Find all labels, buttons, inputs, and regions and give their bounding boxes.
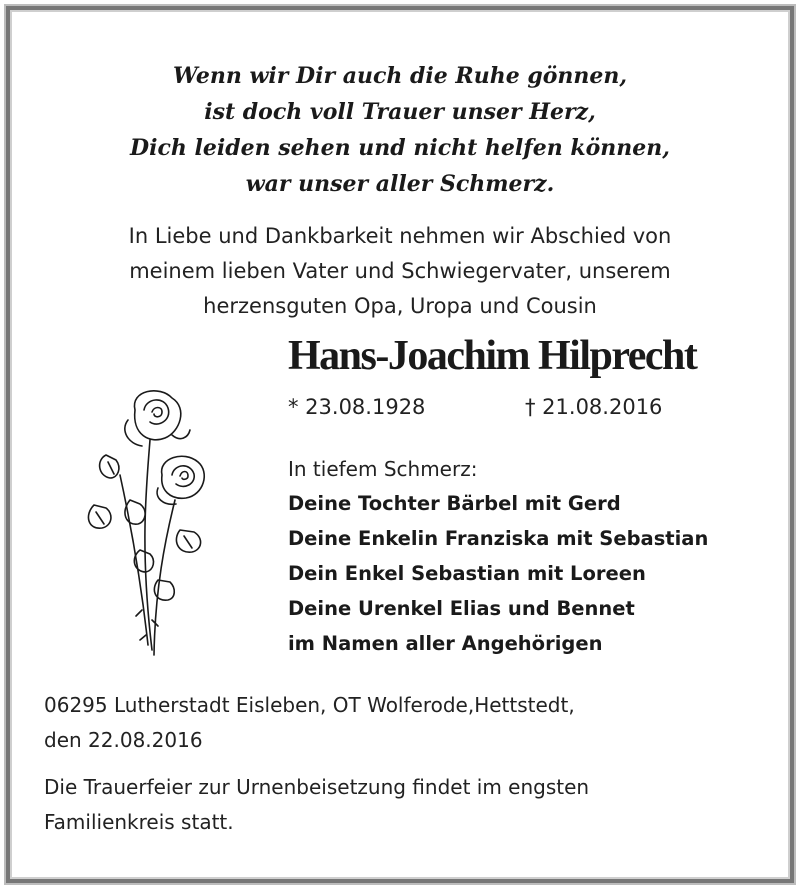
mourner-line: Dein Enkel Sebastian mit Loreen [288,562,646,585]
memorial-verse [0,58,800,202]
intro-line: In Liebe und Dankbarkeit nehmen wir Abschied von [128,224,672,248]
notice-line: Die Trauerfeier zur Urnenbeisetzung findet im engsten [44,775,590,799]
mourner-line: Deine Enkelin Franziska mit Sebastian [288,527,709,550]
funeral-notice [44,770,764,840]
birth-date: * 23.08.1928 [288,395,426,419]
intro-line: herzensguten Opa, Uropa und Cousin [203,294,597,318]
intro-line: meinem lieben Vater und Schwiegervater, unserem [129,259,671,283]
verse-line: war unser aller Schmerz. [245,171,555,197]
place-date [44,688,764,758]
mourner-line: Deine Tochter Bärbel mit Gerd [288,492,621,515]
mourners-block [288,452,778,661]
address-line: 06295 Lutherstadt Eisleben, OT Wolferode,Hettstedt, [44,693,575,717]
death-date: † 21.08.2016 [525,395,663,419]
notice-line: Familienkreis statt. [44,810,234,834]
verse-line: Wenn wir Dir auch die Ruhe gönnen, [172,63,628,89]
farewell-intro [0,219,800,324]
verse-line: ist doch voll Trauer unser Herz, [204,99,596,125]
mourner-line: Deine Urenkel Elias und Bennet [288,597,635,620]
mourners-intro: In tiefem Schmerz: [288,457,478,481]
deceased-name: Hans-Joachim Hilprecht [288,333,697,379]
mourner-line: im Namen aller Angehörigen [288,632,603,655]
date-line: den 22.08.2016 [44,728,203,752]
verse-line: Dich leiden sehen und nicht helfen können, [130,135,670,161]
rose-icon [80,380,220,670]
